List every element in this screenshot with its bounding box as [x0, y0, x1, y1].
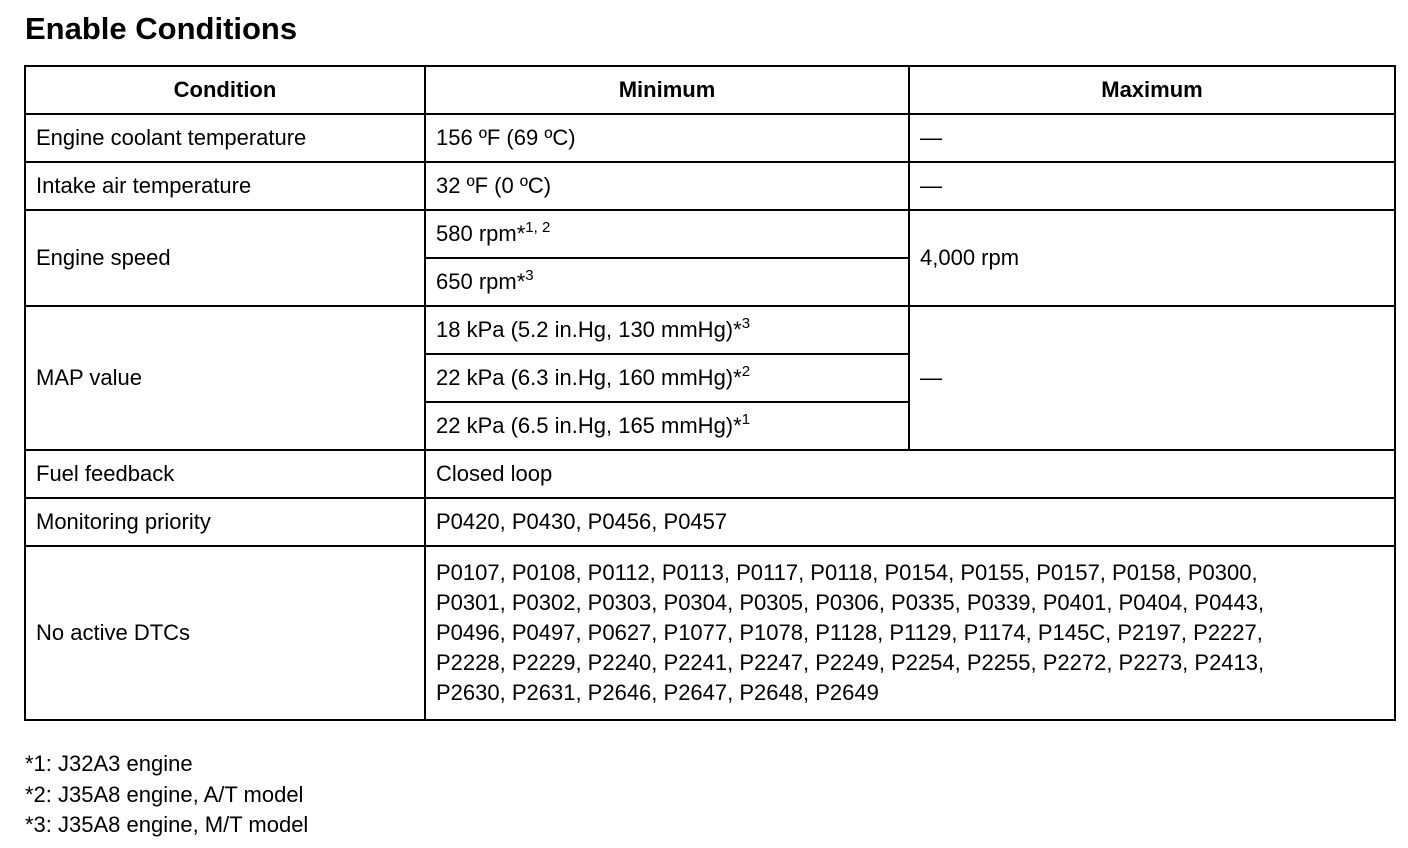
table-row	[25, 498, 1395, 546]
table-row	[25, 306, 1395, 354]
footnote-1: *1: J32A3 engine	[25, 751, 193, 776]
dtc-line: P0301, P0302, P0303, P0304, P0305, P0306, P0335, P0339, P0401, P0404, P0443,	[436, 590, 1265, 615]
page-title: Enable Conditions	[25, 11, 298, 46]
intake-min: 32 ºF (0 ºC)	[425, 162, 909, 210]
engine-speed-min-b-text: 650 rpm*	[436, 269, 526, 294]
footnote-ref: 1, 2	[525, 219, 551, 236]
dtc-line: P2228, P2229, P2240, P2241, P2247, P2249, P2254, P2255, P2272, P2273, P2413,	[436, 650, 1265, 675]
fuel-feedback-label: Fuel feedback	[25, 450, 425, 498]
table-row	[25, 546, 1395, 720]
intake-label: Intake air temperature	[25, 162, 425, 210]
no-active-dtcs-value	[425, 546, 1395, 720]
footnote-2: *2: J35A8 engine, A/T model	[25, 781, 304, 807]
map-min-a	[425, 306, 909, 354]
header-condition: Condition	[25, 66, 425, 114]
table-row	[25, 162, 1395, 210]
table-row	[25, 210, 1395, 258]
table-row	[25, 114, 1395, 162]
engine-speed-min-b	[425, 258, 909, 306]
intake-max: —	[909, 162, 1395, 210]
footnotes	[25, 749, 308, 841]
coolant-min: 156 ºF (69 ºC)	[425, 114, 909, 162]
footnote-3: *3: J35A8 engine, M/T model	[25, 812, 309, 837]
dtc-line: P0107, P0108, P0112, P0113, P0117, P0118, P0154, P0155, P0157, P0158, P0300,	[436, 560, 1258, 585]
footnote-ref: 3	[525, 267, 534, 284]
engine-speed-label: Engine speed	[25, 210, 425, 306]
map-min-c	[425, 402, 909, 450]
map-max: —	[909, 306, 1395, 450]
map-min-a-text: 18 kPa (5.2 in.Hg, 130 mmHg)*	[436, 317, 742, 342]
engine-speed-max: 4,000 rpm	[909, 210, 1395, 306]
map-label: MAP value	[25, 306, 425, 450]
header-maximum: Maximum	[909, 66, 1395, 114]
header-minimum: Minimum	[425, 66, 909, 114]
monitoring-priority-label: Monitoring priority	[25, 498, 425, 546]
coolant-max: —	[909, 114, 1395, 162]
map-min-c-text: 22 kPa (6.5 in.Hg, 165 mmHg)*	[436, 413, 742, 438]
enable-conditions-table	[24, 65, 1396, 721]
dtc-line: P2630, P2631, P2646, P2647, P2648, P2649	[436, 680, 879, 705]
footnote-ref: 1	[741, 411, 751, 428]
monitoring-priority-value: P0420, P0430, P0456, P0457	[425, 498, 1395, 546]
engine-speed-min-a-text: 580 rpm*	[436, 221, 526, 246]
table-header-row	[25, 66, 1395, 114]
map-min-b-text: 22 kPa (6.3 in.Hg, 160 mmHg)*	[436, 365, 742, 390]
table-row	[25, 450, 1395, 498]
fuel-feedback-value: Closed loop	[425, 450, 1395, 498]
coolant-label: Engine coolant temperature	[25, 114, 425, 162]
engine-speed-min-a	[425, 210, 909, 258]
footnote-ref: 3	[741, 315, 751, 332]
dtc-line: P0496, P0497, P0627, P1077, P1078, P1128, P1129, P1174, P145C, P2197, P2227,	[436, 620, 1263, 645]
no-active-dtcs-label: No active DTCs	[25, 546, 425, 720]
map-min-b	[425, 354, 909, 402]
footnote-ref: 2	[741, 363, 751, 380]
